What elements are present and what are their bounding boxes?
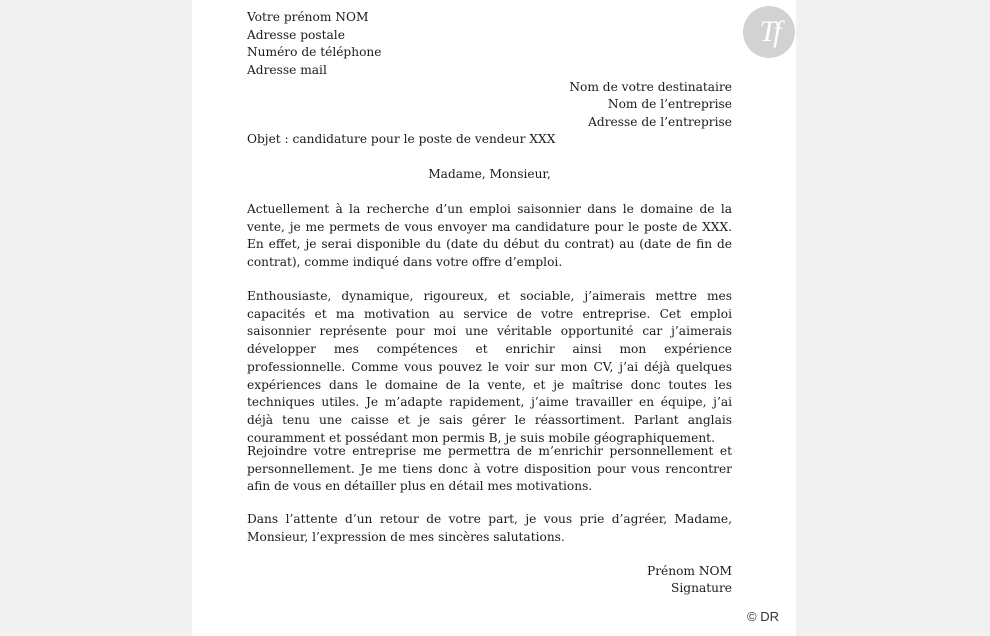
sender-email: Adresse mail <box>247 63 327 77</box>
sender-address: Adresse postale <box>247 28 345 42</box>
letter-salutation: Madame, Monsieur, <box>428 167 551 181</box>
paragraph-motivation: Rejoindre votre entreprise me permettra de m’enrichir personnellement et personnellement. Je me tiens donc à votre disposition pour vous rencontrer afin de vous en détailler plus en détail mes motivations. <box>247 444 732 494</box>
terrafemina-logo: Tf <box>743 6 795 58</box>
photo-credit: © DR <box>747 609 779 624</box>
letter-subject: Objet : candidature pour le poste de vendeur XXX <box>247 132 556 146</box>
sender-name: Votre prénom NOM <box>247 10 369 24</box>
paragraph-intro: Actuellement à la recherche d’un emploi saisonnier dans le domaine de la vente, je me permets de vous envoyer ma candidature pour le poste de XXX. En effet, je serai disponible du (date du début du contrat) au (date de fin de contrat), comme indiqué dans votre offre d’emploi. <box>247 202 732 270</box>
recipient-address: Adresse de l’entreprise <box>588 115 732 129</box>
closing-name: Prénom NOM <box>647 564 732 578</box>
paragraph-closing: Dans l’attente d’un retour de votre part, je vous prie d’agréer, Madame, Monsieur, l’expression de mes sincères salutations. <box>247 512 732 544</box>
closing-signature: Signature <box>671 581 732 595</box>
recipient-company: Nom de l’entreprise <box>607 97 732 111</box>
sender-phone: Numéro de téléphone <box>247 45 382 59</box>
recipient-name: Nom de votre destinataire <box>569 80 732 94</box>
paragraph-qualities: Enthousiaste, dynamique, rigoureux, et sociable, j’aimerais mettre mes capacités et ma motivation au service de votre entreprise. Cet emploi saisonnier représente pour moi une véritable opportunité car j’aimerais développer mes compétences et enrichir ainsi mon expérience professionnelle. Comme vous pouvez le voir sur mon CV, j’ai déjà quelques expériences dans le domaine de la vente, et je maîtrise donc toutes les techniques utiles. Je m’adapte rapidement, j’aime travailler en équipe, j’ai déjà tenu une caisse et je sais gérer le réassortiment. Parlant anglais couramment et possédant mon permis B, je suis mobile géographiquement. <box>247 289 732 445</box>
